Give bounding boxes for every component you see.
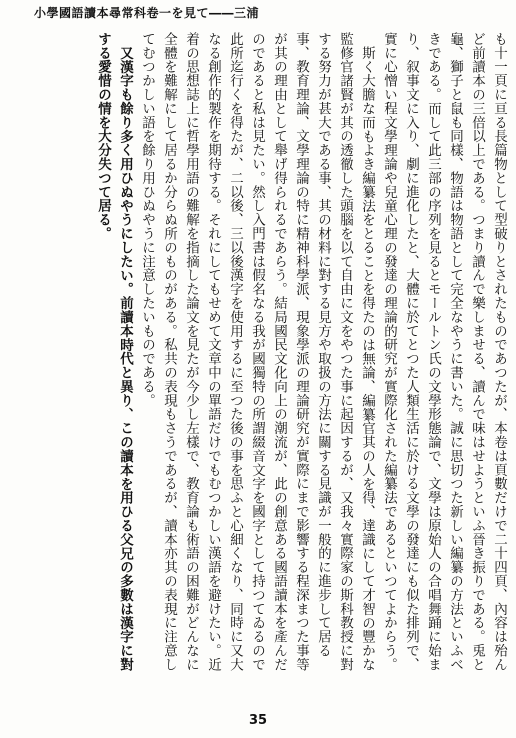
body-text bbox=[40, 32, 510, 672]
paragraph: 又漢字も餘り多く用ひぬやうにしたい。前讀本時代と異り、この讀本を用ひる父兄の多數は漢字に對する愛惜の情を大分失つて居る。 bbox=[95, 32, 133, 671]
paragraph: も十一頁に亘る長篇物として型破りとされたものであつたが、本卷は頁數だけで二十四頁、內容は殆んど前讀本の三倍以上である。つまり讀んで樂しませる、讀んで味はせようといふ晉き振りである。兎と龜、獅子と鼠も同樣、物語は物語として完全なやうに書いた。誠に思切つた新しい編纂の方法といふべきである。而して此三部の序列を見るとモールトン氏の文學形態論で、文學は原始人の合唱舞踊に始まり、叙事文に入り、劇に進化したと、大體に於てとつた人類生活に於ける文學の發達にも似た排列で、實に心憎い程文學理論や兒童心理の發達の理論的研究が實際化された編纂法であるといつてよからう。 bbox=[381, 32, 507, 672]
running-header: 小學國語讀本尋常科卷一を見て――三浦 bbox=[34, 6, 260, 20]
paragraph: 斯く大膽な而もよき編纂法をとることを得たのは無論、編纂官其の人を得、達識にして才智の豐かな監修官諸賢が其の透徹した頭腦を以て自由に文をやつた事に起因するが、又我々實際家の斯科教授に對する努力が甚大である事、其の材料に對する見方や取扱の方法に關する見識が一般的に進步して居る事、教育理論、文學理論の特に精神科學派、現象學派の理論研究が實際にまで影響する程深まつた事等が其の理由として舉げ得られるであらう。結局國民文化向上の潮流が、此の創意ある國語讀本を產んだのであると私は見たい。然し入門書は假名なる我が國獨特の所謂綴音文字を國字として持つてゐるので此所迄行くを得たが、二以後、三以後漢字を使用するに至つた後の事を思ふと心細くなり、同時に又大なる創作的製作を期待する。それにしてもせめて文章中の單語だけでもむつかしい漢語を避けたい。近着の思想誌上に哲學用語の難解を指摘した論文を見たが今少し左樣で、教育論も術語の困難がどんなに全體を難解にして居るか分らぬ所のものがある。私共の表現もさうであるが、讀本亦其の表現に注意してむつかしい語を餘り用ひぬやうに注意したいものである。 bbox=[139, 32, 375, 672]
page-number: 35 bbox=[248, 713, 268, 728]
